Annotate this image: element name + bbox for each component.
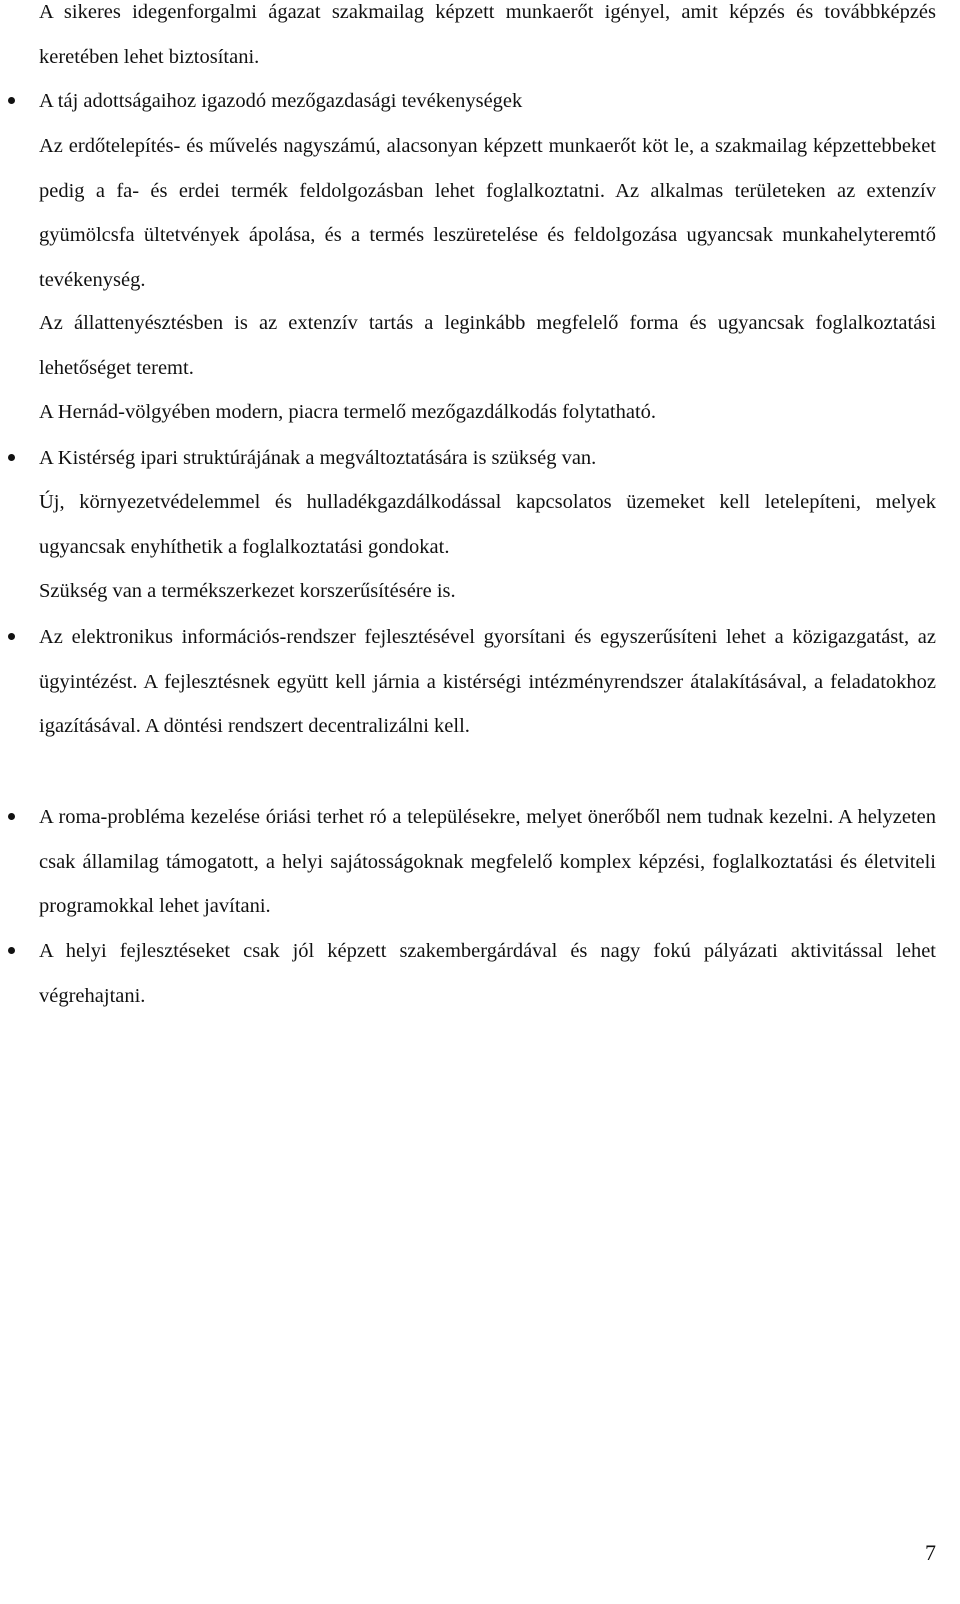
bullet-icon: [8, 813, 15, 820]
list-item-e-government: [39, 615, 936, 749]
list-item-roma-problem: [39, 795, 936, 929]
bullet-icon: [8, 947, 15, 954]
paragraph-text: Az elektronikus információs-rendszer fejlesztésével gyorsítani és egyszerűsíteni lehet a közigazgatást, az ügyintézést. A fejlesztésnek együtt kell járnia a kistérségi intézményrendszer átalakításával, a feladatokhoz igazításával. A döntési rendszert decentralizálni kell.: [39, 626, 936, 737]
paragraph-text: A Kistérség ipari struktúrájának a megváltoztatására is szükség van.: [39, 447, 597, 469]
bullet-icon: [8, 454, 15, 461]
paragraph-text: A roma-probléma kezelése óriási terhet ró a településekre, melyet önerőből nem tudnak kezelni. A helyzeten csak államilag támogatott, a helyi sajátosságoknak megfelelő komplex képzési, foglalkoztatási és életviteli programokkal lehet javítani.: [39, 806, 936, 917]
paragraph-text: A sikeres idegenforgalmi ágazat szakmailag képzett munkaerőt igényel, amit képzés és továbbképzés keretében lehet biztosítani.: [39, 1, 936, 68]
bullet-icon: [8, 97, 15, 104]
paragraph-text: A helyi fejlesztéseket csak jól képzett szakembergárdával és nagy fokú pályázati aktivitással lehet végrehajtani.: [39, 940, 936, 1007]
list-item-industry: [39, 436, 936, 481]
paragraph-text: A Hernád-völgyében modern, piacra termelő mezőgazdálkodás folytatható.: [39, 401, 657, 423]
paragraph-livestock: [39, 301, 936, 390]
paragraph-text: Az erdőtelepítés- és művelés nagyszámú, alacsonyan képzett munkaerőt köt le, a szakmailag képzettebbeket pedig a fa- és erdei termék feldolgozásban lehet foglalkoztatni. Az alkalmas területeken az extenzív gyümölcsfa ültetvények ápolása, és a termés leszüretelése és feldolgozása ugyancsak munkahelyteremtő tevékenység.: [39, 135, 936, 291]
bullet-icon: [8, 633, 15, 640]
paragraph-product-structure: [39, 569, 936, 614]
paragraph-environment-plants: [39, 480, 936, 569]
paragraph-tourism-training: [39, 0, 936, 79]
paragraph-text: Az állattenyésztésben is az extenzív tartás a leginkább megfelelő forma és ugyancsak foglalkoztatási lehetőséget teremt.: [39, 312, 936, 379]
paragraph-forestry: [39, 124, 936, 302]
list-item-agriculture-heading: [39, 79, 936, 124]
paragraph-text: Új, környezetvédelemmel és hulladékgazdálkodással kapcsolatos üzemeket kell letelepíteni, melyek ugyancsak enyhíthetik a foglalkoztatási gondokat.: [39, 491, 936, 558]
list-item-local-development: [39, 929, 936, 1018]
page-number: 7: [925, 1540, 936, 1565]
paragraph-text: A táj adottságaihoz igazodó mezőgazdasági tevékenységek: [39, 90, 523, 112]
paragraph-hernad-valley: [39, 390, 936, 435]
paragraph-text: Szükség van a termékszerkezet korszerűsítésére is.: [39, 580, 456, 602]
